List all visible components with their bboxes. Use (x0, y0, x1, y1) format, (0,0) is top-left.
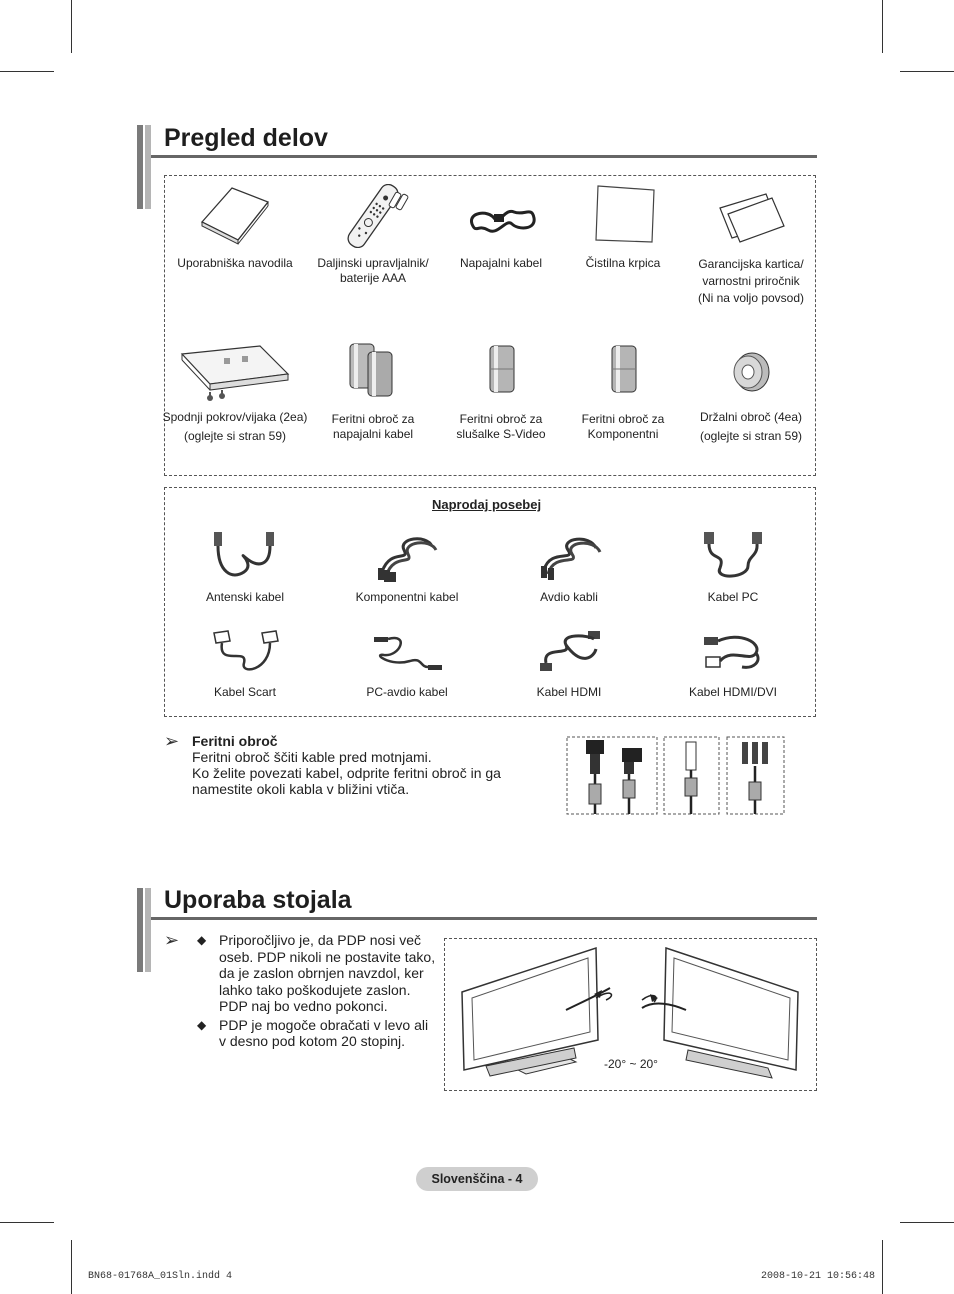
audio-cable-icon (532, 528, 606, 582)
accessory-label: Kabel HDMI (536, 685, 602, 699)
ferrite-note-title: Feritni obroč (192, 733, 278, 749)
included-item (676, 340, 826, 446)
included-item-label: Daljinski upravljalnik/ baterije AAA (317, 256, 429, 285)
accessory-item (170, 627, 320, 700)
cloth-icon (586, 184, 660, 248)
page-number-badge: Slovenščina - 4 (416, 1167, 538, 1191)
crop-mark (0, 1222, 54, 1223)
accessory-item (170, 528, 320, 605)
accessory-item (332, 528, 482, 605)
crop-mark (0, 71, 54, 72)
ferrite-core-double-icon (336, 340, 410, 404)
section-title: Pregled delov (164, 124, 328, 152)
ferrite-core-icon (464, 340, 538, 404)
ferrite-core-icon (586, 340, 660, 404)
section-accent-bar (137, 888, 143, 972)
ferrite-note-line: namestite okoli kabla v bližini vtiča. (192, 781, 410, 797)
stand-usage-bullets (197, 932, 437, 1052)
ferrite-note (192, 733, 501, 797)
warranty-card-icon (714, 184, 788, 248)
footer-filename: BN68-01768A_01Sln.indd 4 (88, 1271, 233, 1282)
accessory-label: Komponentni kabel (355, 590, 459, 604)
accessory-label: Kabel PC (707, 590, 759, 604)
section-rule (151, 155, 817, 158)
section-accent-bar (145, 888, 151, 972)
power-cable-icon (464, 184, 538, 248)
section-accent-bar (145, 125, 151, 209)
crop-mark (900, 71, 954, 72)
crop-mark (71, 0, 72, 53)
accessory-item (494, 528, 644, 605)
antenna-cable-icon (208, 528, 282, 582)
included-item-label: Feritni obroč za Komponentni (581, 412, 665, 441)
accessory-label: Avdio kabli (540, 590, 598, 604)
ferrite-note-line: Ko želite povezati kabel, odprite feritni obroč in ga (192, 765, 501, 781)
hdmi-cable-icon (532, 627, 606, 677)
note-arrow-icon: ➢ (164, 731, 180, 751)
footer-timestamp: 2008-10-21 10:56:48 (761, 1271, 876, 1282)
section-accent-bar (137, 125, 143, 209)
accessory-label: Kabel HDMI/DVI (688, 685, 778, 699)
included-item (676, 184, 826, 307)
ferrite-note-line: Feritni obroč ščiti kable pred motnjami. (192, 749, 432, 765)
section-title: Uporaba stojala (164, 886, 352, 914)
swivel-angle-label: -20° ~ 20° (604, 1057, 658, 1071)
accessory-item (332, 627, 482, 700)
holder-ring-icon (714, 340, 788, 404)
note-arrow-icon: ➢ (164, 930, 180, 950)
manual-icon (198, 184, 272, 248)
included-item-label: Spodnji pokrov/vijaka (2ea) (oglejte si stran 59) (162, 410, 308, 443)
stand-bullet: ◆ Priporočljivo je, da PDP nosi več oseb. PDP nikoli ne postavite tako, da je zaslon obrnjen navzdol, ker lahko tako poškodujete zaslon. PDP naj bo vedno pokonci. (197, 932, 437, 1015)
accessory-item (658, 528, 808, 605)
hdmi-dvi-cable-icon (696, 627, 770, 677)
pc-cable-icon (696, 528, 770, 582)
accessory-label: Antenski kabel (205, 590, 285, 604)
section-rule (151, 917, 817, 920)
crop-mark (71, 1240, 72, 1294)
accessory-item (658, 627, 808, 700)
included-item-label: Uporabniška navodila (177, 256, 293, 270)
accessory-item (494, 627, 644, 700)
included-item-label: Feritni obroč za slušalke S-Video (456, 412, 546, 441)
included-item (160, 184, 310, 271)
remote-icon (336, 184, 410, 248)
bottom-cover-icon (180, 340, 290, 404)
included-item-label: Držalni obroč (4ea) (oglejte si stran 59) (699, 410, 803, 443)
accessory-label: PC-avdio kabel (366, 685, 448, 699)
crop-mark (900, 1222, 954, 1223)
ferrite-installation-illustration (566, 736, 786, 816)
included-item-label: Napajalni kabel (459, 256, 543, 270)
included-item-label: Feritni obroč za napajalni kabel (331, 412, 415, 441)
sold-separately-heading: Naprodaj posebej (432, 497, 542, 512)
accessory-label: Kabel Scart (213, 685, 277, 699)
crop-mark (882, 0, 883, 53)
scart-cable-icon (208, 627, 282, 677)
included-item-label: Čistilna krpica (585, 256, 661, 270)
included-item-label: Garancijska kartica/ varnostni priročnik (Ni na voljo povsod) (697, 257, 805, 305)
component-cable-icon (370, 528, 444, 582)
included-item (160, 340, 310, 446)
pc-audio-cable-icon (370, 627, 444, 677)
crop-mark (882, 1240, 883, 1294)
stand-bullet: ◆ PDP je mogoče obračati v levo ali v desno pod kotom 20 stopinj. (197, 1017, 437, 1050)
